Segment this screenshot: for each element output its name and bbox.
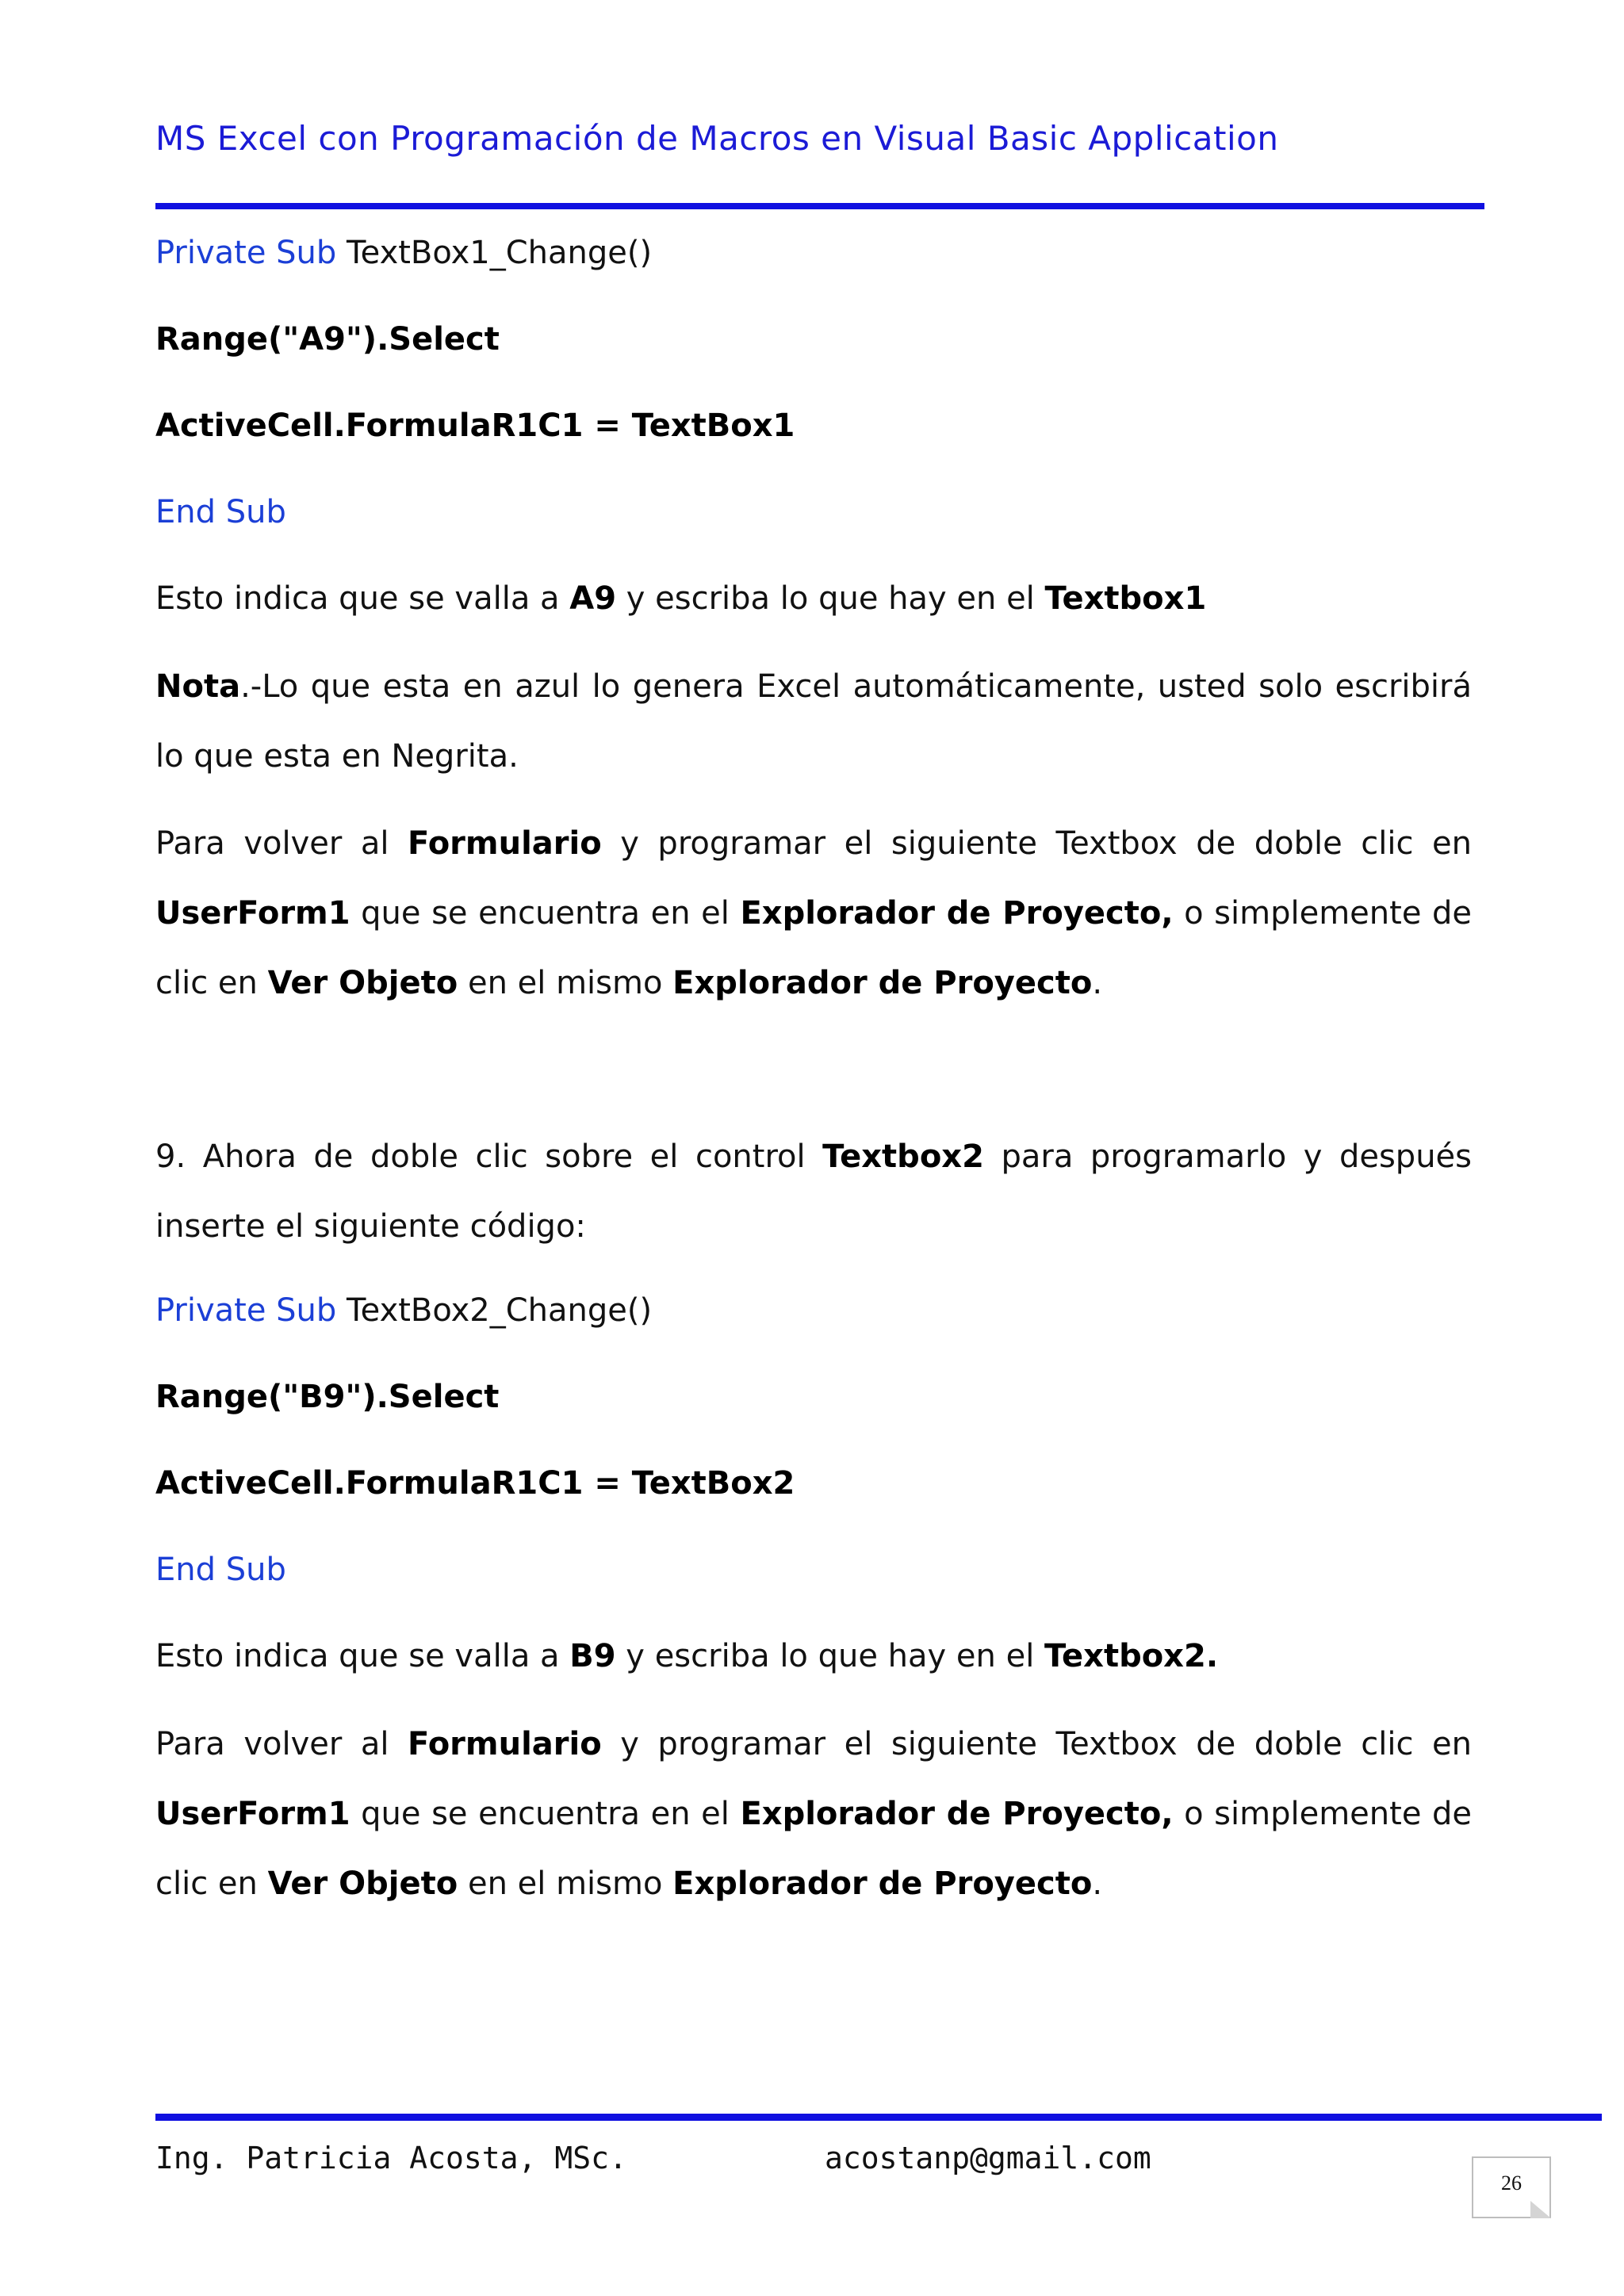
text-run: . (1092, 965, 1103, 1001)
bold-run: Explorador de Proyecto, (740, 1796, 1174, 1832)
page-header-title: MS Excel con Programación de Macros en Visual Basic Application (155, 119, 1279, 158)
note-label: Nota (155, 668, 241, 705)
cell-ref: A9 (569, 580, 617, 617)
page-number-box (1472, 2156, 1551, 2218)
return-paragraph-1 (155, 809, 1472, 1018)
page-number: 26 (1501, 2172, 1522, 2195)
text-run: o simplemente de clic en (155, 895, 1473, 1001)
code-end-sub-2: End Sub (155, 1552, 286, 1588)
bold-run: UserForm1 (155, 1796, 350, 1832)
step-9-paragraph (155, 1122, 1472, 1261)
bold-run: Explorador de Proyecto, (740, 895, 1174, 932)
bold-run: Ver Objeto (267, 965, 458, 1001)
footer-email: acostanp@gmail.com (825, 2141, 1151, 2175)
footer-rule (155, 2114, 1602, 2121)
explanation-2 (155, 1638, 1218, 1674)
footer-author: Ing. Patricia Acosta, MSc. (155, 2141, 627, 2175)
code-end-sub-1: End Sub (155, 494, 286, 530)
text-run: que se encuentra en el (350, 1796, 741, 1832)
text-run: 9. Ahora de doble clic sobre el control (155, 1138, 823, 1175)
text-run: Para volver al (155, 825, 408, 862)
header-rule (155, 203, 1484, 209)
bold-run: Formulario (408, 825, 602, 862)
sub-name: TextBox1_Change() (336, 235, 653, 271)
text-run: . (1092, 1866, 1103, 1902)
sub-keyword: Private Sub (155, 235, 337, 271)
text-run: que se encuentra en el (350, 895, 741, 932)
explanation-text: Esto indica que se valla a (155, 580, 570, 617)
bold-run: Explorador de Proyecto (672, 1866, 1093, 1902)
bold-run: Ver Objeto (267, 1866, 458, 1902)
code-sub-declaration-2 (155, 1292, 652, 1329)
explanation-text: Esto indica que se valla a (155, 1638, 570, 1674)
text-run: Para volver al (155, 1726, 408, 1762)
code-line-formula-2: ActiveCell.FormulaR1C1 = TextBox2 (155, 1465, 795, 1502)
explanation-text: y escriba lo que hay en el (615, 1638, 1045, 1674)
bold-run: Formulario (408, 1726, 602, 1762)
bold-run: Textbox2 (822, 1138, 984, 1175)
sub-name: TextBox2_Change() (336, 1292, 653, 1329)
page-curl-icon (1530, 2201, 1551, 2218)
code-line-formula-1: ActiveCell.FormulaR1C1 = TextBox1 (155, 408, 795, 444)
return-paragraph-2 (155, 1709, 1472, 1919)
text-run: y programar el siguiente Textbox de doble clic en (601, 1726, 1472, 1762)
bold-run: Explorador de Proyecto (672, 965, 1093, 1001)
text-run: en el mismo (458, 1866, 673, 1902)
text-run: o simplemente de clic en (155, 1796, 1473, 1902)
bold-run: UserForm1 (155, 895, 350, 932)
note-text: .-Lo que esta en azul lo genera Excel automáticamente, usted solo escribirá lo que esta en Negrita. (155, 668, 1472, 775)
explanation-1 (155, 580, 1206, 617)
text-run: y programar el siguiente Textbox de doble clic en (601, 825, 1472, 862)
code-line-range-b9: Range("B9").Select (155, 1379, 500, 1415)
control-ref: Textbox1 (1044, 580, 1207, 617)
note-paragraph (155, 652, 1472, 791)
control-ref: Textbox2. (1044, 1638, 1219, 1674)
text-run: en el mismo (458, 965, 673, 1001)
code-line-range-a9: Range("A9").Select (155, 321, 500, 358)
sub-keyword: Private Sub (155, 1292, 337, 1329)
text-run: para programarlo y después inserte el siguiente código: (155, 1138, 1472, 1245)
explanation-text: y escriba lo que hay en el (616, 580, 1045, 617)
cell-ref: B9 (569, 1638, 616, 1674)
code-sub-declaration-1 (155, 235, 652, 271)
